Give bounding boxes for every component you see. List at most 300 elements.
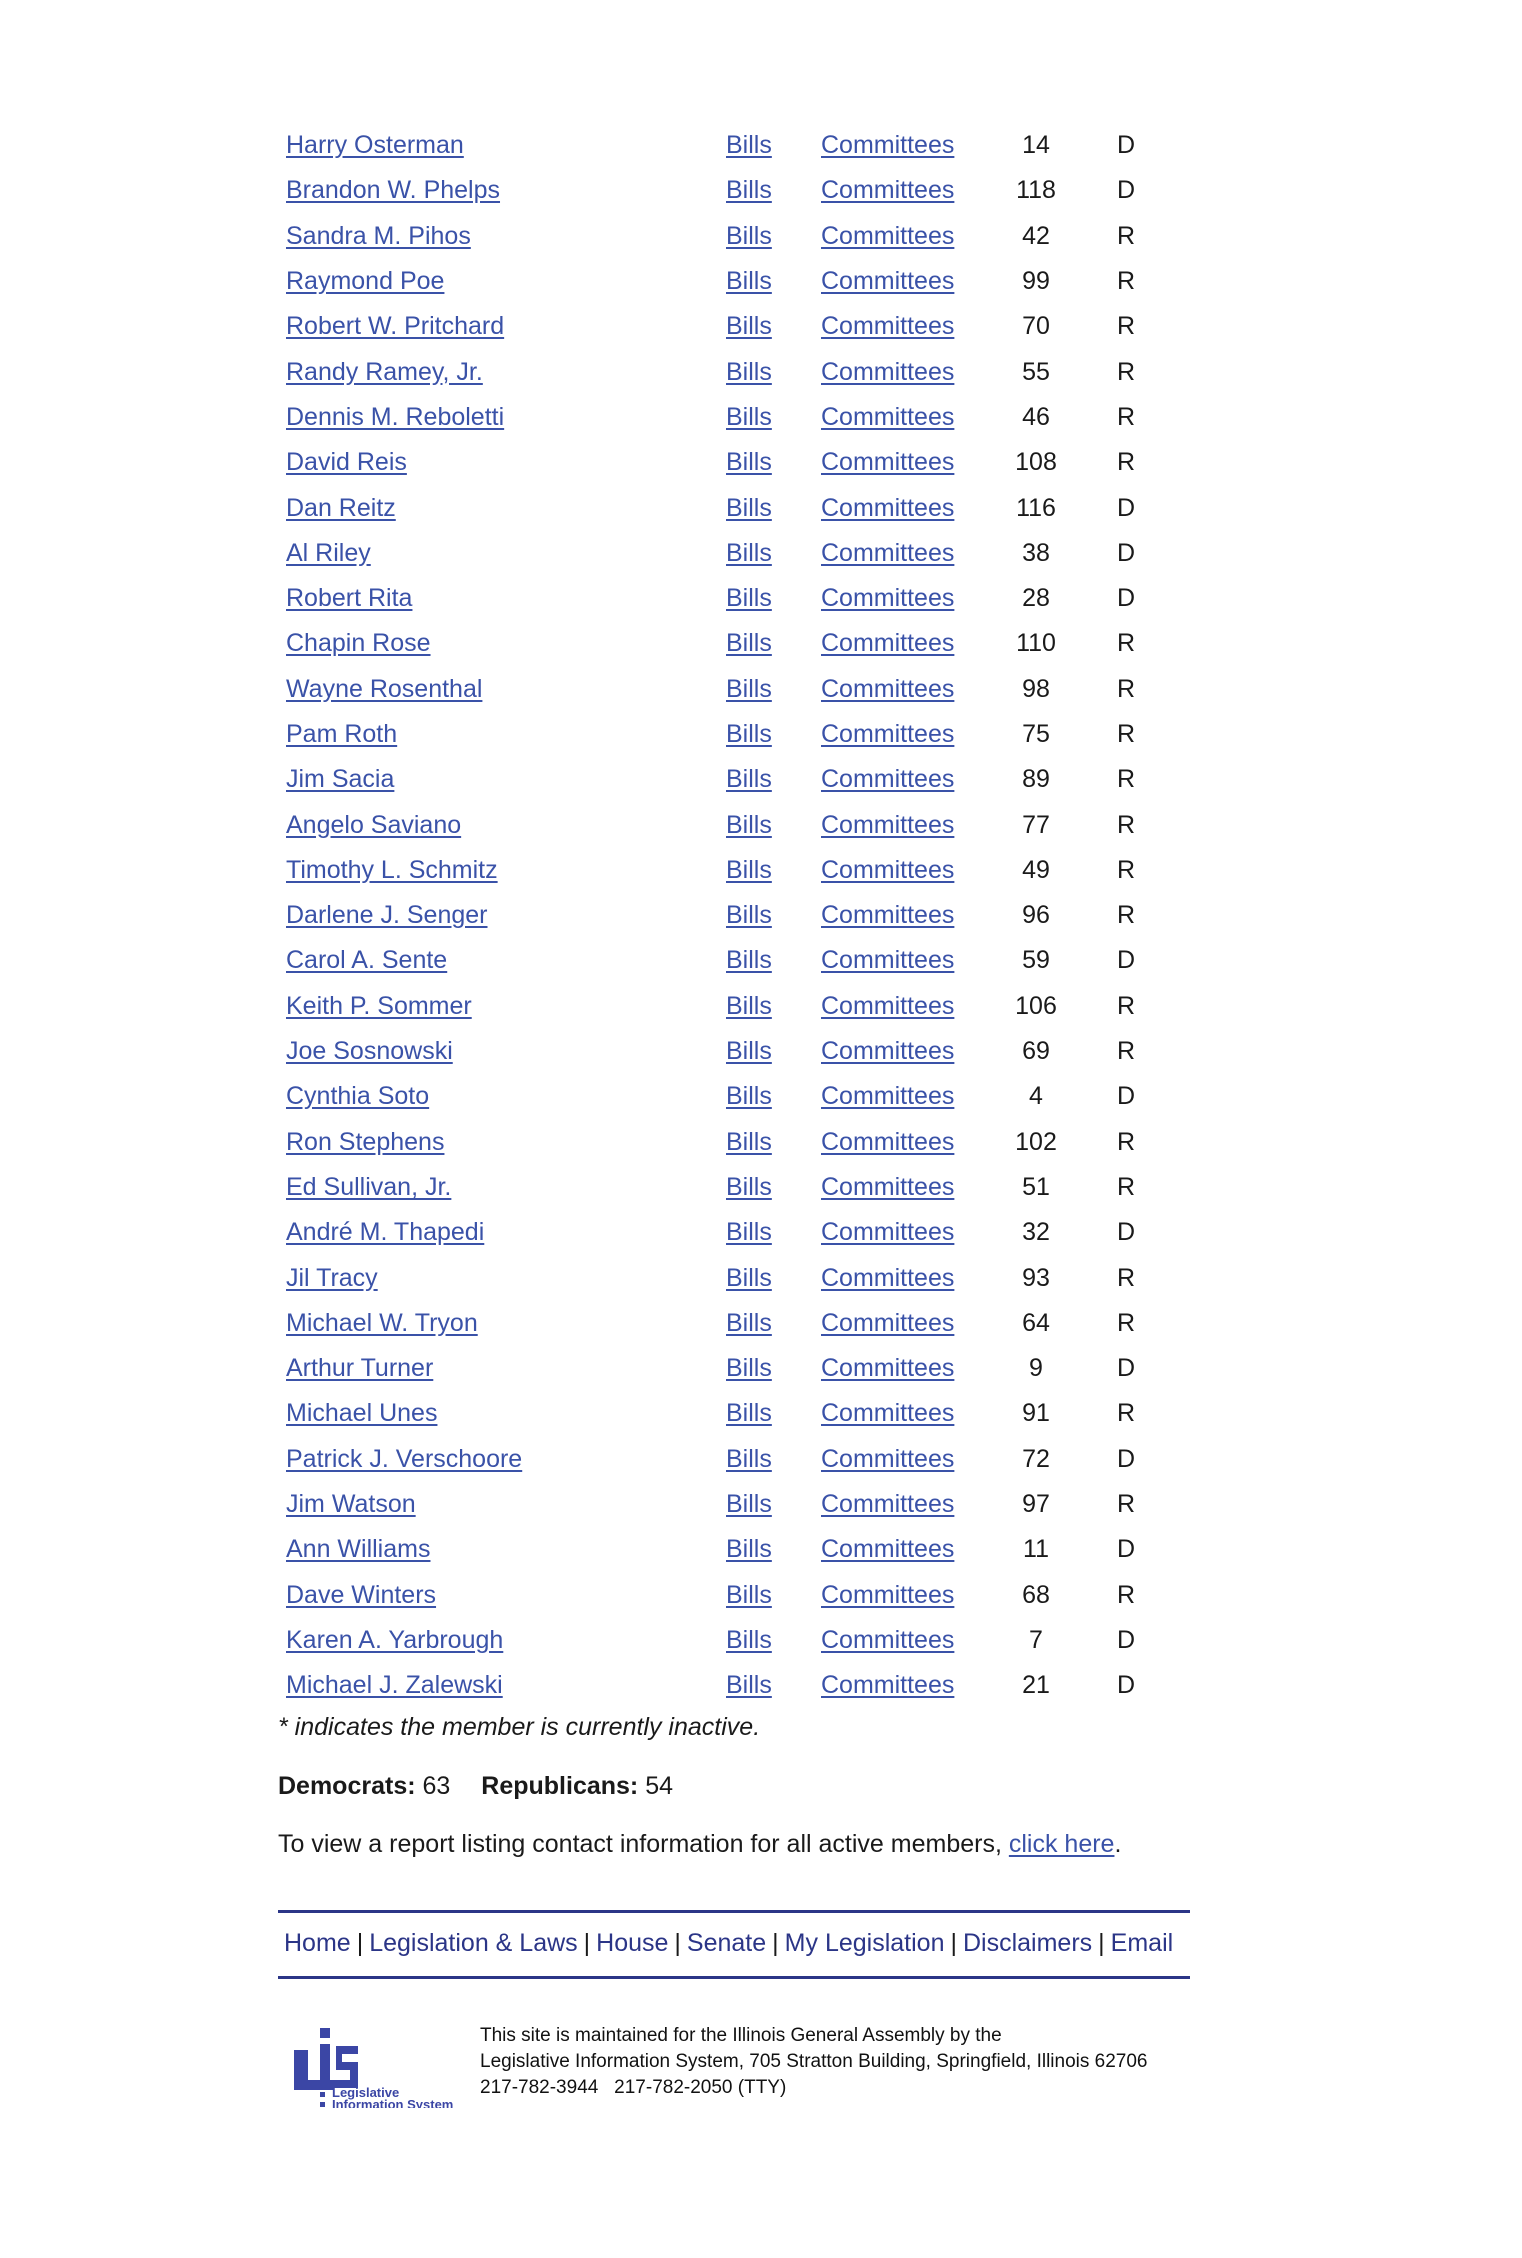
- party-cell: [1086, 1210, 1166, 1255]
- table-row: [276, 1074, 1166, 1119]
- dist-cell: [986, 1029, 1086, 1074]
- bills-link[interactable]: Bills: [726, 1535, 772, 1564]
- footer-nav-email[interactable]: Email: [1110, 1929, 1174, 1957]
- party-cell: R: [1116, 312, 1136, 341]
- party-cell: [1086, 712, 1166, 757]
- bills-link[interactable]: Bills: [726, 131, 772, 160]
- bills-link[interactable]: Bills: [726, 448, 772, 477]
- bills-link[interactable]: Bills: [726, 901, 772, 930]
- footer-nav-my-legislation[interactable]: My Legislation: [784, 1929, 945, 1957]
- member-name-link[interactable]: Michael Unes: [286, 1399, 438, 1428]
- table-row: [276, 1255, 1166, 1300]
- name-cell: [276, 304, 726, 349]
- dist-cell: [986, 1346, 1086, 1391]
- bills-cell: [726, 259, 821, 304]
- name-cell: [276, 1210, 726, 1255]
- member-name-link[interactable]: Robert Rita: [286, 584, 413, 613]
- comm-cell: [821, 848, 986, 893]
- party-cell: D: [1116, 493, 1136, 522]
- bills-link[interactable]: Bills: [726, 1172, 772, 1201]
- name-cell: [276, 440, 726, 485]
- dist-cell: [986, 259, 1086, 304]
- table-row: [276, 1663, 1166, 1708]
- party-cell: D: [1116, 1082, 1136, 1111]
- bills-link[interactable]: Bills: [726, 402, 772, 431]
- name-cell: [276, 1165, 726, 1210]
- member-name-link[interactable]: Michael J. Zalewski: [286, 1671, 503, 1700]
- committees-link[interactable]: Committees: [821, 493, 955, 522]
- member-name-link[interactable]: Ann Williams: [286, 1535, 431, 1564]
- committees-link[interactable]: Committees: [821, 267, 955, 296]
- party-cell: R: [1116, 1172, 1136, 1201]
- bills-link[interactable]: Bills: [726, 1218, 772, 1247]
- name-cell: [276, 1120, 726, 1165]
- comm-cell: [821, 531, 986, 576]
- table-row: [276, 214, 1166, 259]
- member-name-link[interactable]: Cynthia Soto: [286, 1082, 430, 1111]
- district-cell: 91: [1022, 1399, 1050, 1428]
- district-cell: 110: [1016, 629, 1056, 658]
- table-row: [276, 531, 1166, 576]
- party-cell: R: [1116, 357, 1136, 386]
- comm-cell: [821, 712, 986, 757]
- bills-cell: [726, 1074, 821, 1119]
- dist-cell: [986, 168, 1086, 213]
- bills-link[interactable]: Bills: [726, 1308, 772, 1337]
- member-name-link[interactable]: Pam Roth: [286, 720, 398, 748]
- comm-cell: [821, 1391, 986, 1436]
- lis-logo: [290, 2020, 476, 2108]
- member-name-link[interactable]: André M. Thapedi: [286, 1218, 485, 1247]
- district-cell: 49: [1022, 855, 1050, 884]
- member-name-link[interactable]: Robert W. Pritchard: [286, 312, 505, 341]
- table-row: [276, 938, 1166, 983]
- footer-nav-senate[interactable]: Senate: [686, 1929, 767, 1957]
- dist-cell: [986, 757, 1086, 802]
- dist-cell: [986, 1663, 1086, 1708]
- committees-link[interactable]: Committees: [821, 810, 955, 839]
- committees-link[interactable]: Committees: [821, 1172, 955, 1201]
- footer-nav-house[interactable]: House: [596, 1929, 669, 1957]
- name-cell: [276, 576, 726, 621]
- bills-link[interactable]: Bills: [726, 765, 772, 794]
- comm-cell: [821, 667, 986, 712]
- bills-link[interactable]: Bills: [726, 312, 772, 341]
- table-row: [276, 123, 1166, 168]
- bills-cell: [726, 168, 821, 213]
- member-name-link[interactable]: Brandon W. Phelps: [286, 176, 501, 205]
- party-cell: [1086, 531, 1166, 576]
- committees-link[interactable]: Committees: [821, 1490, 955, 1519]
- footer-nav-legislation-laws[interactable]: Legislation & Laws: [369, 1929, 578, 1957]
- party-cell: R: [1116, 1127, 1136, 1156]
- bills-link[interactable]: Bills: [726, 991, 772, 1020]
- name-cell: [276, 984, 726, 1029]
- table-row: [276, 667, 1166, 712]
- bills-cell: [726, 1527, 821, 1572]
- bills-link[interactable]: Bills: [726, 720, 772, 748]
- contact-report-line: [278, 1830, 1121, 1859]
- district-cell: 106: [1015, 991, 1057, 1020]
- bills-link[interactable]: Bills: [726, 946, 772, 975]
- comm-cell: [821, 1029, 986, 1074]
- members-table: [276, 123, 1166, 1708]
- member-name-link[interactable]: Harry Osterman: [286, 131, 464, 160]
- comm-cell: [821, 168, 986, 213]
- bills-cell: [726, 304, 821, 349]
- member-name-link[interactable]: Dan Reitz: [286, 493, 396, 522]
- name-cell: [276, 712, 726, 757]
- democrats-label: Democrats:: [278, 1772, 416, 1800]
- party-cell: [1086, 214, 1166, 259]
- bills-cell: [726, 395, 821, 440]
- dist-cell: [986, 667, 1086, 712]
- party-cell: [1086, 168, 1166, 213]
- party-cell: [1086, 1074, 1166, 1119]
- name-cell: [276, 259, 726, 304]
- comm-cell: [821, 395, 986, 440]
- comm-cell: [821, 893, 986, 938]
- party-cell: R: [1116, 267, 1136, 296]
- dist-cell: [986, 984, 1086, 1029]
- comm-cell: [821, 1210, 986, 1255]
- district-cell: 38: [1022, 538, 1050, 567]
- table-row: [276, 395, 1166, 440]
- party-cell: R: [1116, 1037, 1136, 1066]
- committees-link[interactable]: Committees: [821, 1127, 955, 1156]
- party-cell: [1086, 667, 1166, 712]
- bills-link[interactable]: Bills: [726, 810, 772, 839]
- table-row: [276, 1437, 1166, 1482]
- bills-link[interactable]: Bills: [726, 1625, 772, 1654]
- committees-link[interactable]: Committees: [821, 402, 955, 431]
- committees-link[interactable]: Committees: [821, 720, 955, 748]
- site-info-line2: Legislative Information System, 705 Stratton Building, Springfield, Illinois 62706: [480, 2051, 1148, 2072]
- party-cell: R: [1116, 1580, 1136, 1609]
- district-cell: 77: [1022, 810, 1050, 839]
- bills-link[interactable]: Bills: [726, 221, 772, 250]
- party-cell: [1086, 1618, 1166, 1663]
- bills-link[interactable]: Bills: [726, 538, 772, 567]
- table-row: [276, 1482, 1166, 1527]
- bills-cell: [726, 1346, 821, 1391]
- bills-link[interactable]: Bills: [726, 1444, 772, 1473]
- party-cell: D: [1116, 1354, 1136, 1383]
- member-name-link[interactable]: Jim Watson: [286, 1490, 416, 1519]
- party-cell: [1086, 757, 1166, 802]
- footer-nav-home[interactable]: Home: [284, 1929, 351, 1957]
- bills-link[interactable]: Bills: [726, 629, 772, 658]
- bills-cell: [726, 1482, 821, 1527]
- committees-link[interactable]: Committees: [821, 131, 955, 160]
- member-name-link[interactable]: David Reis: [286, 448, 407, 477]
- bills-link[interactable]: Bills: [726, 674, 772, 703]
- bills-link[interactable]: Bills: [726, 1127, 772, 1156]
- bills-cell: [726, 1391, 821, 1436]
- bills-link[interactable]: Bills: [726, 493, 772, 522]
- member-name-link[interactable]: Dave Winters: [286, 1580, 437, 1609]
- member-name-link[interactable]: Carol A. Sente: [286, 946, 448, 975]
- committees-link[interactable]: Committees: [821, 312, 955, 341]
- footer-nav-separator: |: [950, 1929, 957, 1957]
- committees-link[interactable]: Committees: [821, 946, 955, 975]
- name-cell: [276, 1482, 726, 1527]
- party-cell: [1086, 1255, 1166, 1300]
- dist-cell: [986, 531, 1086, 576]
- table-row: [276, 712, 1166, 757]
- member-name-link[interactable]: Sandra M. Pihos: [286, 221, 471, 250]
- district-cell: 68: [1022, 1580, 1050, 1609]
- committees-link[interactable]: Committees: [821, 855, 955, 884]
- district-cell: 69: [1022, 1037, 1050, 1066]
- comm-cell: [821, 1663, 986, 1708]
- lis-logo-mark: [290, 2020, 476, 2108]
- district-cell: 42: [1022, 221, 1050, 250]
- dist-cell: [986, 1437, 1086, 1482]
- party-cell: R: [1116, 629, 1136, 658]
- district-cell: 9: [1029, 1354, 1043, 1383]
- member-name-link[interactable]: Jim Sacia: [286, 765, 395, 794]
- party-cell: [1086, 1301, 1166, 1346]
- contact-report-suffix: .: [1114, 1830, 1122, 1858]
- bills-link[interactable]: Bills: [726, 1082, 772, 1111]
- committees-link[interactable]: Committees: [821, 357, 955, 386]
- member-name-link[interactable]: Chapin Rose: [286, 629, 431, 658]
- table-row: [276, 802, 1166, 847]
- click-here-link[interactable]: click here: [1008, 1830, 1115, 1858]
- party-cell: R: [1116, 221, 1136, 250]
- committees-link[interactable]: Committees: [821, 1308, 955, 1337]
- footer-nav-separator: |: [772, 1929, 779, 1957]
- comm-cell: [821, 440, 986, 485]
- bills-link[interactable]: Bills: [726, 855, 772, 884]
- bills-cell: [726, 984, 821, 1029]
- party-cell: [1086, 576, 1166, 621]
- district-cell: 75: [1022, 720, 1050, 748]
- member-name-link[interactable]: Keith P. Sommer: [286, 991, 472, 1020]
- district-cell: 59: [1022, 946, 1050, 975]
- comm-cell: [821, 802, 986, 847]
- committees-link[interactable]: Committees: [821, 1625, 955, 1654]
- committees-link[interactable]: Committees: [821, 1218, 955, 1247]
- site-info-line3: 217-782-3944 217-782-2050 (TTY): [480, 2077, 787, 2098]
- party-cell: [1086, 1391, 1166, 1436]
- footer-bottom-rule: [278, 1976, 1190, 1979]
- party-cell: [1086, 893, 1166, 938]
- party-cell: [1086, 440, 1166, 485]
- republicans-count: 54: [645, 1772, 674, 1800]
- party-cell: D: [1116, 1671, 1136, 1700]
- member-name-link[interactable]: Al Riley: [286, 538, 371, 567]
- member-name-link[interactable]: Timothy L. Schmitz: [286, 855, 498, 884]
- party-cell: [1086, 1437, 1166, 1482]
- table-row: [276, 1029, 1166, 1074]
- table-row: [276, 440, 1166, 485]
- comm-cell: [821, 1165, 986, 1210]
- bills-cell: [726, 1120, 821, 1165]
- comm-cell: [821, 757, 986, 802]
- party-counts: [278, 1772, 673, 1801]
- committees-link[interactable]: Committees: [821, 901, 955, 930]
- district-cell: 55: [1022, 357, 1050, 386]
- party-cell: D: [1116, 131, 1136, 160]
- party-cell: [1086, 259, 1166, 304]
- name-cell: [276, 395, 726, 440]
- bills-cell: [726, 1301, 821, 1346]
- comm-cell: [821, 1074, 986, 1119]
- table-row: [276, 984, 1166, 1029]
- party-cell: R: [1116, 1308, 1136, 1337]
- bills-cell: [726, 1618, 821, 1663]
- committees-link[interactable]: Committees: [821, 448, 955, 477]
- party-cell: [1086, 1120, 1166, 1165]
- member-name-link[interactable]: Raymond Poe: [286, 267, 445, 296]
- party-cell: R: [1116, 991, 1136, 1020]
- bills-cell: [726, 531, 821, 576]
- dist-cell: [986, 1618, 1086, 1663]
- bills-cell: [726, 1255, 821, 1300]
- committees-link[interactable]: Committees: [821, 1580, 955, 1609]
- bills-cell: [726, 576, 821, 621]
- committees-link[interactable]: Committees: [821, 1671, 955, 1700]
- bills-cell: [726, 848, 821, 893]
- bills-cell: [726, 485, 821, 530]
- dist-cell: [986, 802, 1086, 847]
- district-cell: 32: [1022, 1218, 1050, 1247]
- member-name-link[interactable]: Randy Ramey, Jr.: [286, 357, 483, 386]
- district-cell: 72: [1022, 1444, 1050, 1473]
- district-cell: 96: [1022, 901, 1050, 930]
- party-cell: [1086, 123, 1166, 168]
- member-name-link[interactable]: Michael W. Tryon: [286, 1308, 478, 1337]
- committees-link[interactable]: Committees: [821, 1037, 955, 1066]
- bills-cell: [726, 621, 821, 666]
- table-row: [276, 168, 1166, 213]
- party-cell: [1086, 802, 1166, 847]
- dist-cell: [986, 1527, 1086, 1572]
- bills-cell: [726, 123, 821, 168]
- bills-link[interactable]: Bills: [726, 1037, 772, 1066]
- bills-link[interactable]: Bills: [726, 1354, 772, 1383]
- member-name-link[interactable]: Dennis M. Reboletti: [286, 402, 505, 431]
- bills-link[interactable]: Bills: [726, 1490, 772, 1519]
- committees-link[interactable]: Committees: [821, 1082, 955, 1111]
- party-cell: R: [1116, 448, 1136, 477]
- committees-link[interactable]: Committees: [821, 1535, 955, 1564]
- party-cell: R: [1116, 1399, 1136, 1428]
- bills-cell: [726, 802, 821, 847]
- bills-link[interactable]: Bills: [726, 1263, 772, 1292]
- committees-link[interactable]: Committees: [821, 1399, 955, 1428]
- name-cell: [276, 1573, 726, 1618]
- committees-link[interactable]: Committees: [821, 176, 955, 205]
- table-row: [276, 1527, 1166, 1572]
- district-cell: 98: [1022, 674, 1050, 703]
- table-row: [276, 1346, 1166, 1391]
- member-name-link[interactable]: Patrick J. Verschoore: [286, 1444, 523, 1473]
- district-cell: 99: [1022, 267, 1050, 296]
- committees-link[interactable]: Committees: [821, 538, 955, 567]
- table-row: [276, 576, 1166, 621]
- table-row: [276, 621, 1166, 666]
- bills-link[interactable]: Bills: [726, 584, 772, 613]
- party-cell: D: [1116, 176, 1136, 205]
- member-name-link[interactable]: Wayne Rosenthal: [286, 674, 483, 703]
- name-cell: [276, 667, 726, 712]
- party-cell: D: [1116, 584, 1136, 613]
- bills-cell: [726, 893, 821, 938]
- member-name-link[interactable]: Angelo Saviano: [286, 810, 462, 839]
- committees-link[interactable]: Committees: [821, 1354, 955, 1383]
- party-cell: R: [1116, 1490, 1136, 1519]
- party-cell: [1086, 1482, 1166, 1527]
- party-cell: R: [1116, 674, 1136, 703]
- party-cell: [1086, 1663, 1166, 1708]
- district-cell: 7: [1029, 1625, 1043, 1654]
- name-cell: [276, 757, 726, 802]
- dist-cell: [986, 1482, 1086, 1527]
- bills-link[interactable]: Bills: [726, 1580, 772, 1609]
- district-cell: 97: [1022, 1490, 1050, 1519]
- comm-cell: [821, 1120, 986, 1165]
- member-name-link[interactable]: Arthur Turner: [286, 1354, 434, 1383]
- comm-cell: [821, 576, 986, 621]
- bills-link[interactable]: Bills: [726, 176, 772, 205]
- member-name-link[interactable]: Karen A. Yarbrough: [286, 1625, 504, 1654]
- comm-cell: [821, 259, 986, 304]
- bills-cell: [726, 1663, 821, 1708]
- committees-link[interactable]: Committees: [821, 1444, 955, 1473]
- party-cell: [1086, 349, 1166, 394]
- member-name-link[interactable]: Jil Tracy: [286, 1263, 378, 1292]
- bills-cell: [726, 1029, 821, 1074]
- committees-link[interactable]: Committees: [821, 1263, 955, 1292]
- dist-cell: [986, 1165, 1086, 1210]
- committees-link[interactable]: Committees: [821, 674, 955, 703]
- member-name-link[interactable]: Darlene J. Senger: [286, 901, 488, 930]
- party-cell: [1086, 485, 1166, 530]
- party-cell: R: [1116, 810, 1136, 839]
- committees-link[interactable]: Committees: [821, 221, 955, 250]
- committees-link[interactable]: Committees: [821, 584, 955, 613]
- name-cell: [276, 349, 726, 394]
- party-cell: D: [1116, 1535, 1136, 1564]
- bills-link[interactable]: Bills: [726, 1399, 772, 1428]
- bills-link[interactable]: Bills: [726, 357, 772, 386]
- table-row: [276, 1618, 1166, 1663]
- member-name-link[interactable]: Ron Stephens: [286, 1127, 445, 1156]
- member-name-link[interactable]: Joe Sosnowski: [286, 1037, 453, 1066]
- committees-link[interactable]: Committees: [821, 765, 955, 794]
- party-cell: R: [1116, 1263, 1136, 1292]
- party-cell: D: [1116, 538, 1136, 567]
- committees-link[interactable]: Committees: [821, 991, 955, 1020]
- name-cell: [276, 1301, 726, 1346]
- table-row: [276, 893, 1166, 938]
- members-table-body: [276, 123, 1166, 1708]
- dist-cell: [986, 349, 1086, 394]
- member-name-link[interactable]: Ed Sullivan, Jr.: [286, 1172, 452, 1201]
- bills-cell: [726, 667, 821, 712]
- bills-link[interactable]: Bills: [726, 267, 772, 296]
- footer-nav-disclaimers[interactable]: Disclaimers: [962, 1929, 1093, 1957]
- name-cell: [276, 938, 726, 983]
- name-cell: [276, 1346, 726, 1391]
- footer-nav-separator: |: [356, 1929, 364, 1957]
- bills-link[interactable]: Bills: [726, 1671, 772, 1700]
- committees-link[interactable]: Committees: [821, 629, 955, 658]
- district-cell: 46: [1022, 402, 1050, 431]
